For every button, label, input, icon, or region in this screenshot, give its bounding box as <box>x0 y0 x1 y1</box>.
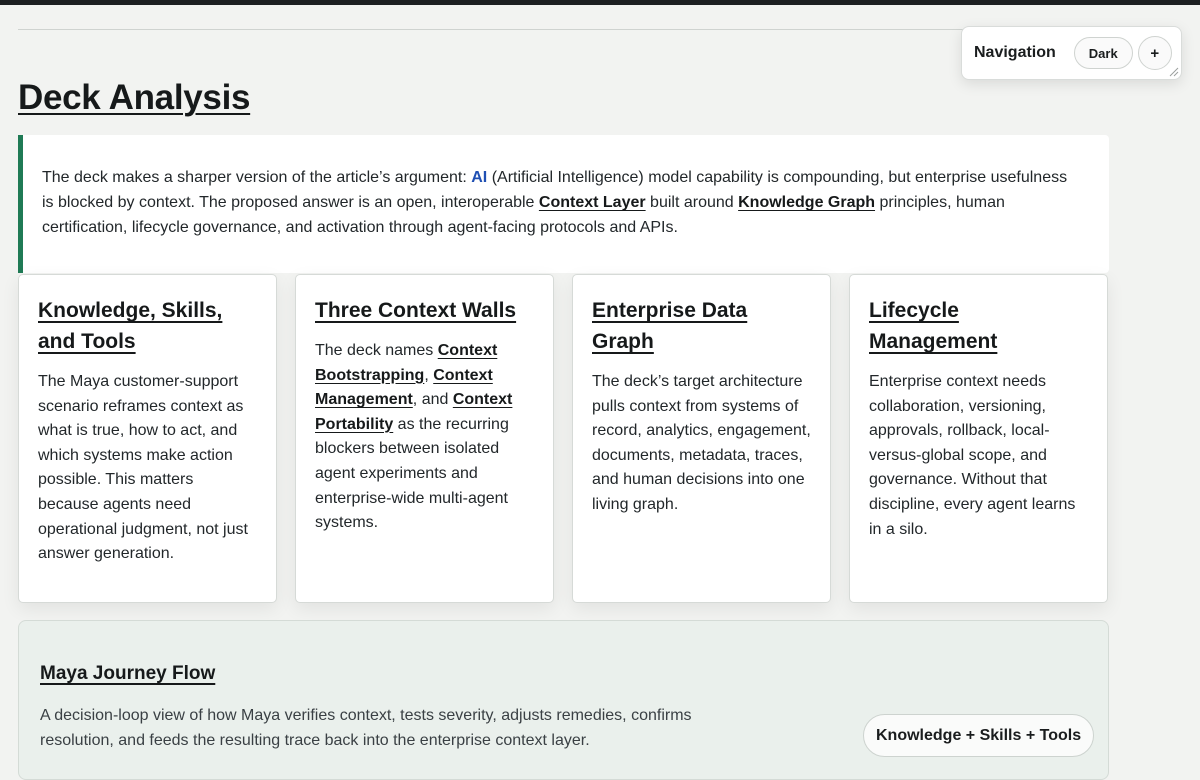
card-body: The Maya customer-support scenario reframes context as what is true, how to act, and which systems make action possible. This matters because agents need operational judgment, not just answer generation. <box>38 373 248 563</box>
section-description: A decision-loop view of how Maya verifies context, tests severity, adjusts remedies, confirms resolution, and feeds the resulting trace back into the enterprise context layer. <box>40 707 692 749</box>
context-layer-link[interactable]: Context Layer <box>538 194 646 211</box>
card-body <box>315 339 534 536</box>
top-bar <box>0 0 1200 5</box>
card-body: Enterprise context needs collaboration, versioning, approvals, rollback, local-versus-global scope, and governance. Without that discipline, every agent learns in a silo. <box>869 373 1076 538</box>
dark-mode-button[interactable]: Dark <box>1074 37 1133 69</box>
card-title[interactable]: Three Context Walls <box>315 299 517 322</box>
summary-text-2: (Artificial Intelligence) model capability is compounding, but enterprise usefulness is blocked by context. The proposed answer is an open, interoperable <box>42 169 1068 211</box>
summary-text-1: The deck makes a sharper version of the article’s argument: <box>42 169 472 186</box>
context-bootstrapping-link[interactable]: Context Bootstrapping <box>315 342 498 384</box>
ai-term[interactable]: AI <box>471 169 488 186</box>
context-portability-link[interactable]: Context Portability <box>315 391 513 433</box>
card-text: , <box>424 366 434 384</box>
expand-button[interactable]: + <box>1138 36 1172 70</box>
flow-tag-button[interactable]: Knowledge + Skills + Tools <box>863 714 1094 757</box>
context-management-link[interactable]: Context Management <box>315 366 493 409</box>
card-three-context-walls <box>295 274 554 603</box>
knowledge-graph-link[interactable]: Knowledge Graph <box>738 194 876 211</box>
card-lifecycle-management <box>849 274 1108 603</box>
card-body: The deck’s target architecture pulls context from systems of record, analytics, engagement, documents, metadata, traces, and human decisions into one living graph. <box>592 373 811 513</box>
resize-handle-icon[interactable] <box>1168 66 1179 77</box>
card-text: , and <box>412 391 453 409</box>
journey-flow-section <box>18 620 1109 780</box>
card-enterprise-data-graph <box>572 274 831 603</box>
navigation-label: Navigation <box>974 44 1056 61</box>
card-knowledge-skills-tools <box>18 274 277 603</box>
card-title[interactable]: Lifecycle Management <box>869 299 998 353</box>
page-title[interactable]: Deck Analysis <box>18 78 251 117</box>
card-text: The deck names <box>315 342 438 359</box>
summary-callout <box>18 135 1109 273</box>
section-title[interactable]: Maya Journey Flow <box>40 663 216 684</box>
card-title[interactable]: Knowledge, Skills, and Tools <box>38 299 223 353</box>
divider <box>18 29 1108 30</box>
summary-text-3: built around <box>645 194 739 211</box>
card-title[interactable]: Enterprise Data Graph <box>592 299 748 353</box>
summary-text-4: principles, human certification, lifecycle governance, and activation through agent-facing protocols and APIs. <box>42 194 1005 236</box>
card-text: as the recurring blockers between isolated agent experiments and enterprise-wide multi-agent systems. <box>315 415 509 532</box>
navigation-panel <box>961 26 1182 80</box>
